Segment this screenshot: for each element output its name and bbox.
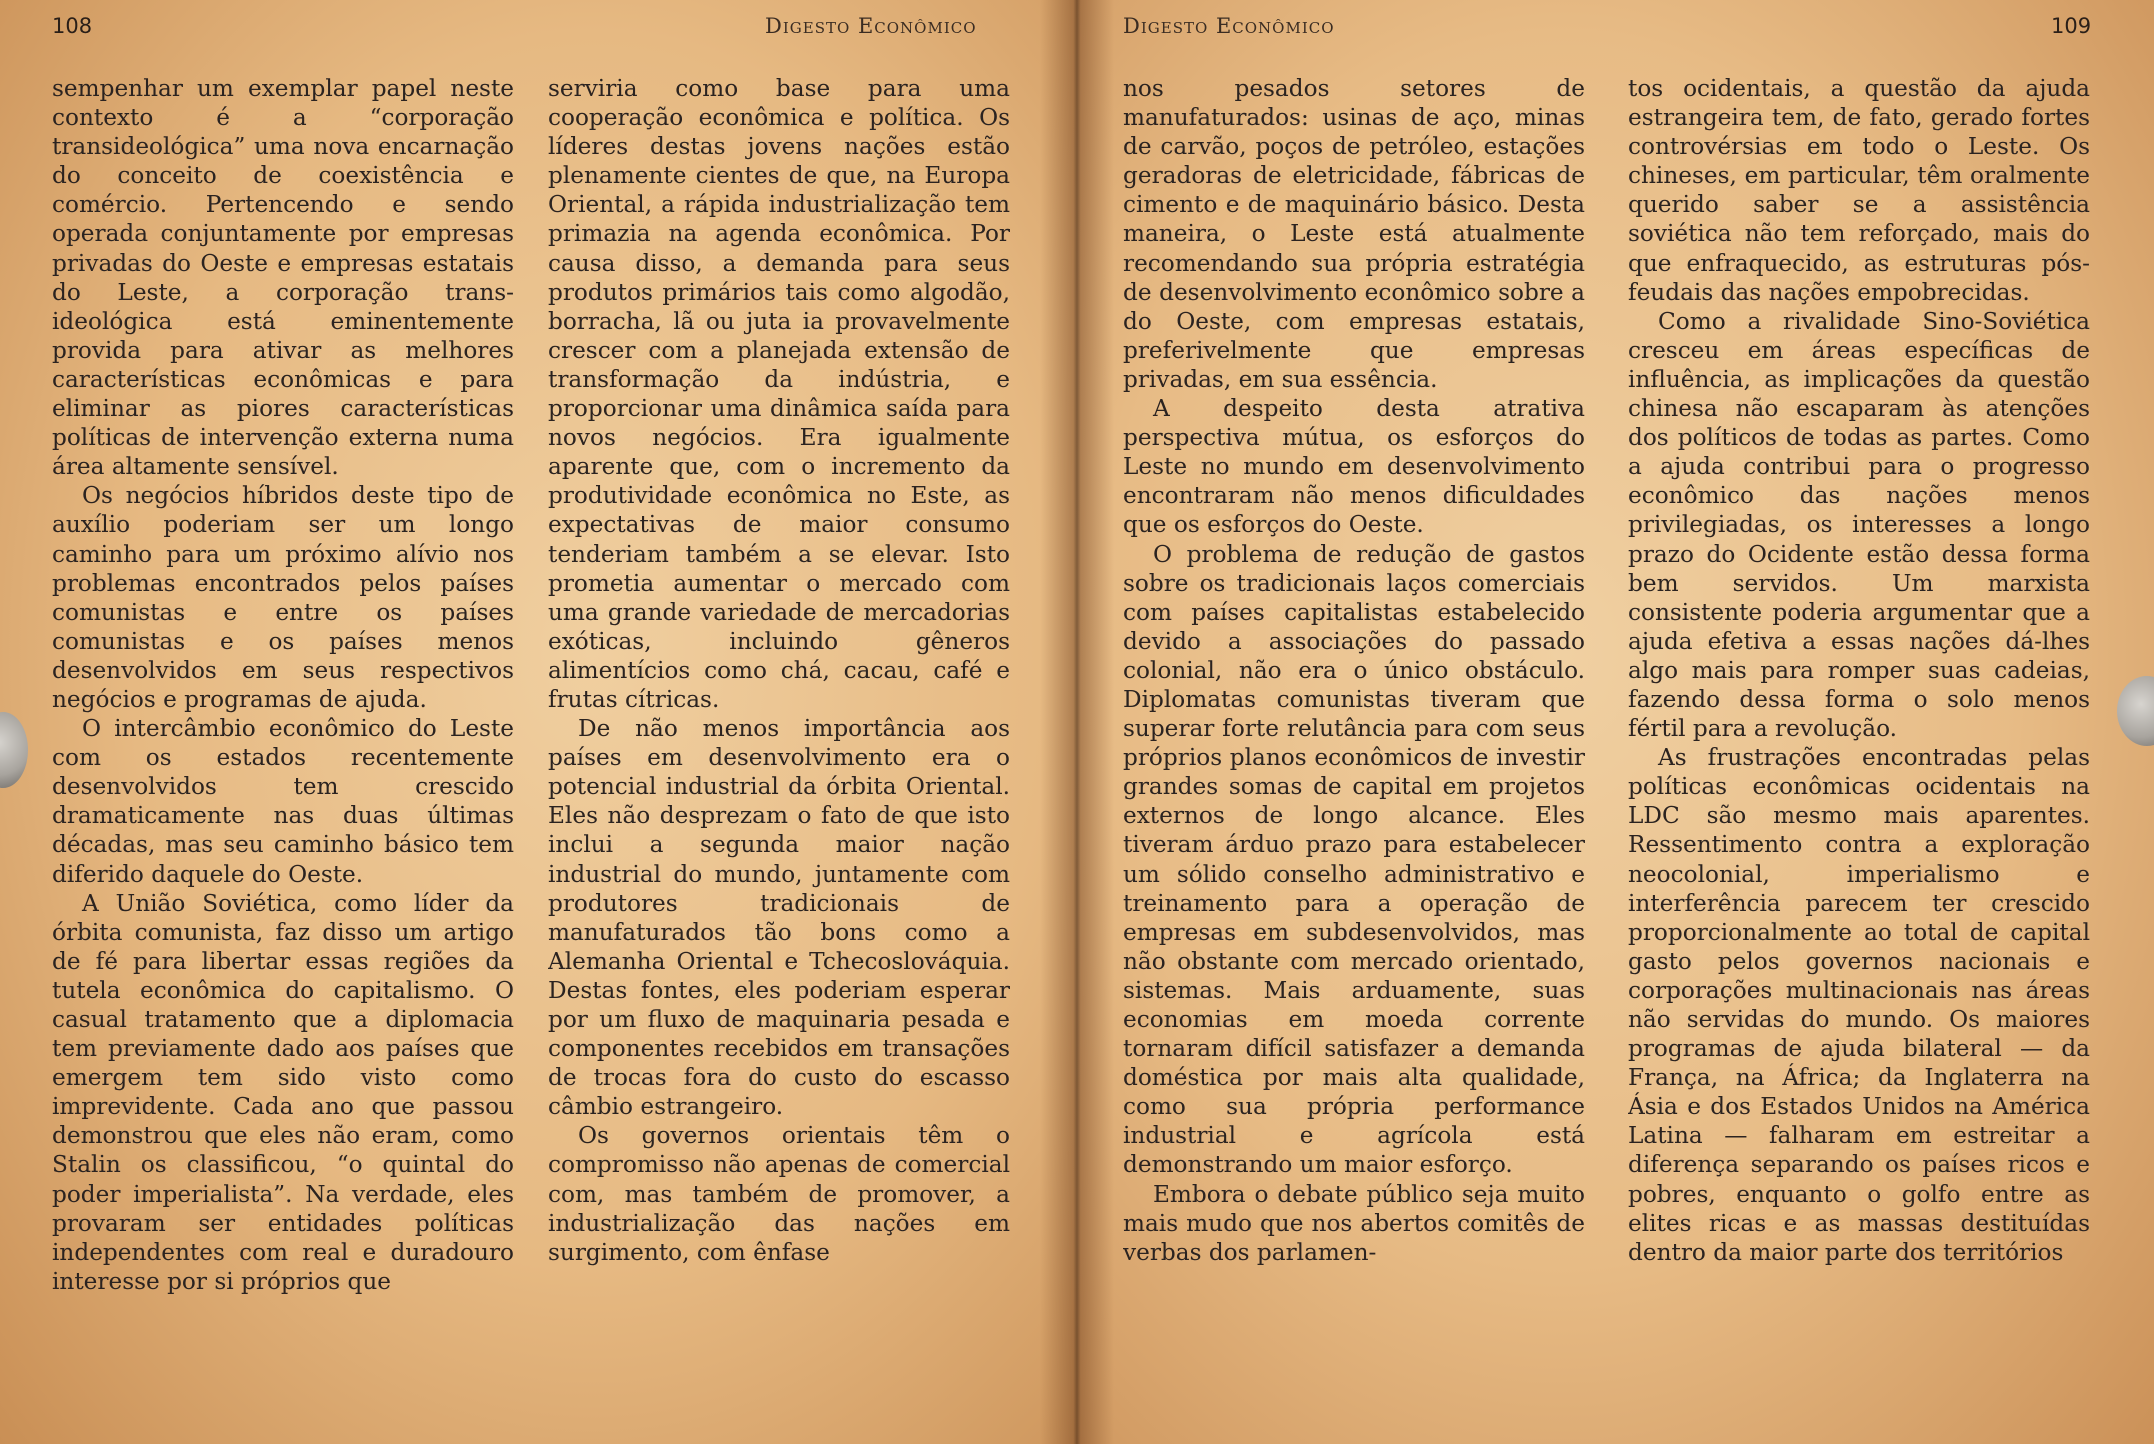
paragraph: Os negócios híbridos deste tipo de auxílio poderiam ser um longo caminho para um próximo alívio nos problemas encontrados pelos países comunistas e entre os países comunistas e os países menos desenvolvidos em seus respectivos negócios e programas de ajuda. <box>52 482 514 713</box>
right-page <box>1077 0 2154 1444</box>
thumb-right <box>2117 676 2154 746</box>
page-number-left: 108 <box>52 14 93 38</box>
paragraph: Embora o debate público seja muito mais mudo que nos abertos comitês de verbas dos parlamen- <box>1123 1180 1585 1266</box>
paragraph: De não menos importância aos países em desenvolvimento era o potencial industrial da órbita Oriental. Eles não desprezam o fato de que isto inclui a segunda maior nação industrial do mundo, juntamente com produtores tradicionais de manufaturados tão bons como a Alemanha Oriental e Tchecoslováquia. Destas fontes, eles poderiam esperar por um fluxo de maquinaria pesada e componentes recebidos em transações de trocas fora do custo do escasso câmbio estrangeiro. <box>548 715 1010 1121</box>
right-column-2 <box>1628 74 2090 1374</box>
paragraph: O intercâmbio econômico do Leste com os estados recentemente desenvolvidos tem crescido dramaticamente nas duas últimas décadas, mas seu caminho básico tem diferido daquele do Oeste. <box>52 715 514 888</box>
paragraph: A União Soviética, como líder da órbita comunista, faz disso um artigo de fé para libertar essas regiões da tutela econômica do capitalismo. O casual tratamento que a diplomacia tem previamente dado aos países que emergem tem sido visto como imprevidente. Cada ano que passou demonstrou que eles não eram, como Stalin os classificou, “o quintal do poder imperialista”. Na verdade, eles provaram ser entidades políticas independentes com real e duradouro interesse por si próprios que <box>52 889 514 1295</box>
paragraph: A despeito desta atrativa perspectiva mútua, os esforços do Leste no mundo em desenvolvimento encontraram não menos dificuldades que os esforços do Oeste. <box>1123 395 1585 539</box>
paragraph: serviria como base para uma cooperação econômica e política. Os líderes destas jovens nações estão plenamente cientes de que, na Europa Oriental, a rápida industrialização tem primazia na agenda econômica. Por causa disso, a demanda para seus produtos primários tais como algodão, borracha, lã ou juta ia provavelmente crescer com a planejada extensão de transformação da indústria, e proporcionar uma dinâmica saída para novos negócios. Era igualmente aparente que, com o incremento da produtividade econômica no Este, as expectativas de maior consumo tenderiam também a se elevar. Isto prometia aumentar o mercado com uma grande variedade de mercadorias exóticas, incluindo gêneros alimentícios como chá, cacau, café e frutas cítricas. <box>548 75 1010 713</box>
page-number-right: 109 <box>2051 14 2092 38</box>
paragraph: nos pesados setores de manufaturados: usinas de aço, minas de carvão, poços de petróleo, estações geradoras de eletricidade, fábricas de cimento e de maquinário básico. Desta maneira, o Leste está atualmente recomendando sua própria estratégia de desenvolvimento econômico sobre a do Oeste, com empresas estatais, preferivelmente que empresas privadas, em sua essência. <box>1123 75 1585 393</box>
paragraph: sempenhar um exemplar papel neste contexto é a “corporação transideológica” uma nova encarnação do conceito de coexistência e comércio. Pertencendo e sendo operada conjuntamente por empresas privadas do Oeste e empresas estatais do Leste, a corporação trans-ideológica está eminentemente provida para ativar as melhores características econômicas e para eliminar as piores características políticas de intervenção externa numa área altamente sensível. <box>52 75 514 481</box>
paragraph: O problema de redução de gastos sobre os tradicionais laços comerciais com países capitalistas estabelecido devido a associações do passado colonial, não era o único obstáculo. Diplomatas comunistas tiveram que superar forte relutância para com seus próprios planos econômicos de investir grandes somas de capital em projetos externos de longo alcance. Eles tiveram árduo prazo para estabelecer um sólido conselho administrativo e treinamento para a operação de empresas em subdesenvolvidos, mas não obstante com mercado orientado, sistemas. Mais arduamente, suas economias em moeda corrente tornaram difícil satisfazer a demanda doméstica por mais alta qualidade, como sua própria performance industrial e agrícola está demonstrando um maior esforço. <box>1123 540 1585 1179</box>
running-header-left: Digesto Econômico <box>765 14 977 38</box>
paragraph: tos ocidentais, a questão da ajuda estrangeira tem, de fato, gerado fortes controvérsias em todo o Leste. Os chineses, em particular, têm oralmente querido saber se a assistência soviética não tem reforçado, mais do que enfraquecido, as estruturas pós-feudais das nações empobrecidas. <box>1628 75 2090 306</box>
paragraph: Os governos orientais têm o compromisso não apenas de comercial com, mas também de promover, a industrialização das nações em surgimento, com ênfase <box>548 1122 1010 1266</box>
left-column-2 <box>548 74 1010 1374</box>
paragraph: As frustrações encontradas pelas políticas econômicas ocidentais na LDC são mesmo mais aparentes. Ressentimento contra a exploração neocolonial, imperialismo e interferência parecem ter crescido proporcionalmente ao total de capital gasto pelos governos nacionais e corporações multinacionais nas áreas não servidas do mundo. Os maiores programas de ajuda bilateral — da França, na África; da Inglaterra na Ásia e dos Estados Unidos na América Latina — falharam em estreitar a diferença separando os países ricos e pobres, enquanto o golfo entre as elites ricas e as massas destituídas dentro da maior parte dos territórios <box>1628 744 2090 1266</box>
running-header-right: Digesto Econômico <box>1123 14 1335 38</box>
book-gutter <box>1040 0 1114 1444</box>
right-column-1 <box>1123 74 1585 1374</box>
thumb-left <box>0 712 28 788</box>
left-column-1 <box>52 74 514 1374</box>
paragraph: Como a rivalidade Sino-Soviética cresceu em áreas específicas de influência, as implicações da questão chinesa não escaparam às atenções dos políticos de todas as partes. Como a ajuda contribui para o progresso econômico das nações menos privilegiadas, os interesses a longo prazo do Ocidente estão dessa forma bem servidos. Um marxista consistente poderia argumentar que a ajuda efetiva a essas nações dá-lhes algo mais para romper suas cadeias, fazendo dessa forma o solo menos fértil para a revolução. <box>1628 307 2090 743</box>
